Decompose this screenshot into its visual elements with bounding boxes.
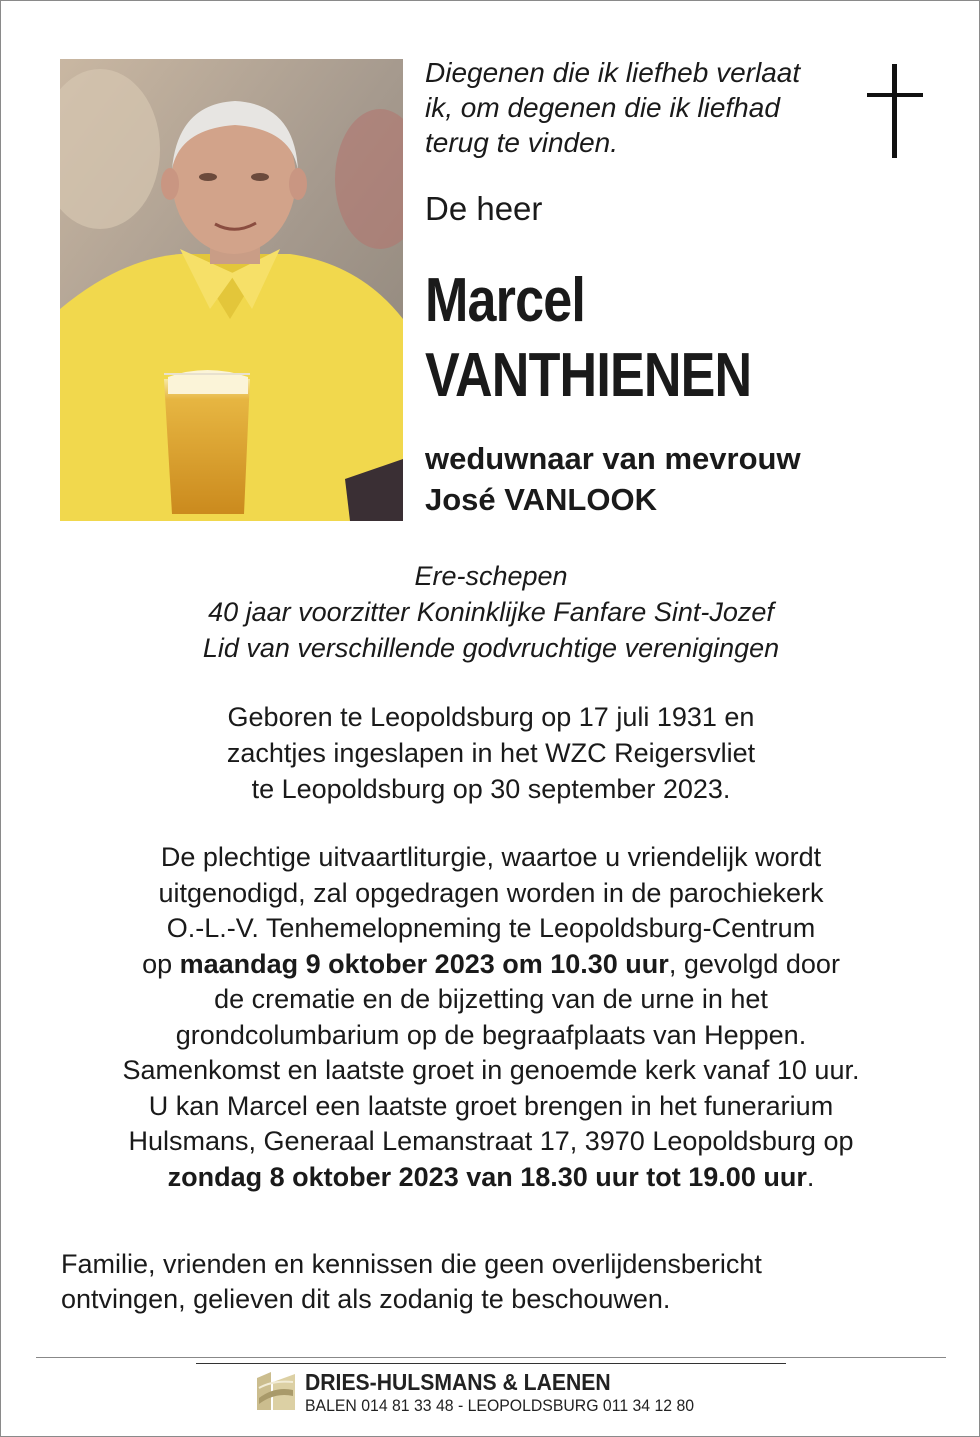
quote-line: ik, om degenen die ik liefhad	[425, 92, 780, 123]
service-date-line: op maandag 9 oktober 2023 om 10.30 uur, gevolgd door	[142, 948, 840, 979]
funeral-home-logo-icon	[253, 1368, 299, 1414]
service-line: U kan Marcel een laatste groet brengen in het funerarium	[148, 1090, 834, 1121]
divider	[196, 1363, 786, 1364]
portrait-photo	[60, 59, 403, 521]
funeral-home-contact: BALEN 014 81 33 48 - LEOPOLDSBURG 011 34 12 80	[305, 1396, 695, 1415]
birth-line: zachtjes ingeslapen in het WZC Reigersvliet	[226, 738, 756, 768]
funeral-home-name: DRIES-HULSMANS & LAENEN	[305, 1369, 611, 1395]
service-line: Hulsmans, Generaal Lemanstraat 17, 3970 Leopoldsburg op	[128, 1126, 854, 1156]
service-line: de crematie en de bijzetting van de urne in het	[214, 984, 768, 1014]
spouse-line: José VANLOOK	[425, 482, 657, 517]
service-line: grondcolumbarium op de begraafplaats van Heppen.	[175, 1019, 807, 1050]
visitation-date: zondag 8 oktober 2023 van 18.30 uur tot 19.00 uur	[167, 1161, 807, 1192]
honor-item: Ere-schepen	[414, 561, 568, 591]
honorific: De heer	[425, 190, 543, 227]
visitation-date-line: zondag 8 oktober 2023 van 18.30 uur tot 19.00 uur.	[167, 1161, 815, 1192]
honors-list	[41, 558, 941, 666]
memorial-quote	[425, 55, 855, 160]
divider	[36, 1357, 946, 1358]
service-line: O.-L.-V. Tenhemelopneming te Leopoldsburg-Centrum	[166, 913, 816, 943]
last-name: VANTHIENEN	[425, 341, 752, 410]
deceased-name	[425, 263, 751, 413]
first-name: Marcel	[425, 266, 585, 335]
honor-item: 40 jaar voorzitter Koninklijke Fanfare Sint-Jozef	[208, 597, 774, 627]
funeral-service-info	[41, 840, 941, 1195]
family-notice-line: Familie, vrienden en kennissen die geen overlijdensbericht	[61, 1249, 762, 1279]
service-line: De plechtige uitvaartliturgie, waartoe u vriendelijk wordt	[160, 842, 822, 872]
birth-line: te Leopoldsburg op 30 september 2023.	[251, 774, 731, 804]
service-line: Samenkomst en laatste groet in genoemde kerk vanaf 10 uur.	[122, 1055, 860, 1085]
family-notice	[61, 1247, 921, 1317]
latin-cross-icon	[867, 64, 923, 158]
quote-line: Diegenen die ik liefheb verlaat	[425, 57, 801, 88]
birth-death-info	[41, 699, 941, 807]
spouse-info	[425, 438, 801, 520]
spouse-line: weduwnaar van mevrouw	[425, 441, 801, 476]
family-notice-line: ontvingen, gelieven dit als zodanig te beschouwen.	[61, 1284, 671, 1314]
birth-line: Geboren te Leopoldsburg op 17 juli 1931 en	[227, 702, 755, 732]
quote-line: terug te vinden.	[425, 127, 619, 158]
honor-item: Lid van verschillende godvruchtige verenigingen	[202, 633, 780, 663]
service-date: maandag 9 oktober 2023 om 10.30 uur	[179, 948, 669, 979]
service-line: uitgenodigd, zal opgedragen worden in de parochiekerk	[158, 877, 824, 908]
